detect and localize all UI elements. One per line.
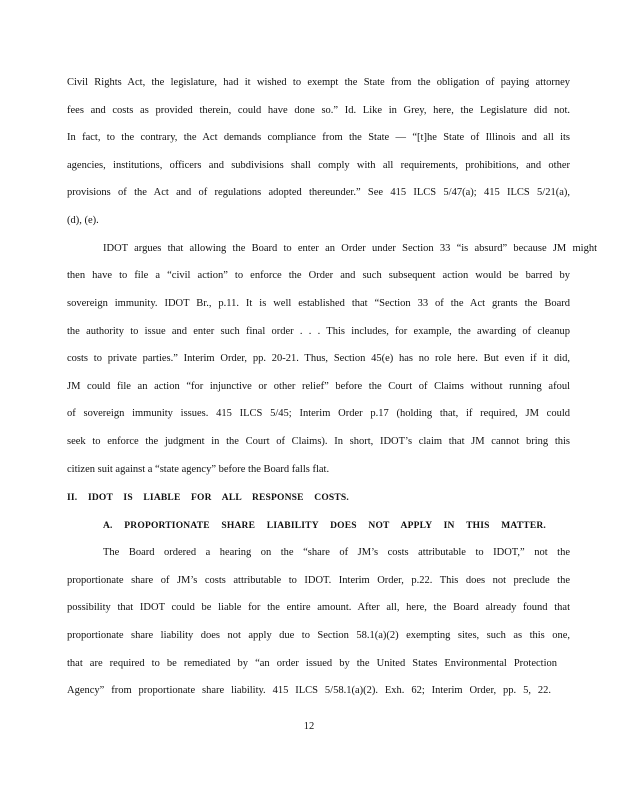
- paragraph-line: of sovereign immunity issues. 415 ILCS 5/45; Interim Order p.17 (holding that, if required, JM could: [67, 408, 570, 419]
- paragraph-line: fees and costs as provided therein, could have done so.” Id. Like in Grey, here, the Legislature did not.: [67, 105, 570, 116]
- paragraph-line: agencies, institutions, officers and subdivisions shall comply with all requirements, prohibitions, and other: [67, 160, 570, 171]
- paragraph-line: The Board ordered a hearing on the “share of JM’s costs attributable to IDOT,” not the: [103, 547, 570, 558]
- subsection-heading: A. PROPORTIONATE SHARE LIABILITY DOES NOT APPLY IN THIS MATTER.: [103, 521, 546, 531]
- paragraph-line: Civil Rights Act, the legislature, had it wished to exempt the State from the obligation of paying attorney: [67, 77, 570, 88]
- paragraph-line: sovereign immunity. IDOT Br., p.11. It is well established that “Section 33 of the Act grants the Board: [67, 298, 570, 309]
- paragraph-line: proportionate share liability does not apply due to Section 58.1(a)(2) exempting sites, such as this one,: [67, 630, 570, 641]
- section-heading: II. IDOT IS LIABLE FOR ALL RESPONSE COSTS.: [67, 493, 349, 503]
- paragraph-line: In fact, to the contrary, the Act demands compliance from the State — “[t]he State of Illinois and all its: [67, 132, 570, 143]
- page-number: 12: [303, 721, 315, 732]
- paragraph-line: then have to file a “civil action” to enforce the Order and such subsequent action would be barred by: [67, 270, 570, 281]
- paragraph-line: seek to enforce the judgment in the Court of Claims). In short, IDOT’s claim that JM cannot bring this: [67, 436, 570, 447]
- paragraph-line: Agency” from proportionate share liability. 415 ILCS 5/58.1(a)(2). Exh. 62; Interim Order, pp. 5, 22.: [67, 685, 551, 696]
- paragraph-line: the authority to issue and enter such final order . . . This includes, for example, the awarding of cleanup: [67, 326, 570, 337]
- paragraph-line: proportionate share of JM’s costs attributable to IDOT. Interim Order, p.22. This does not preclude the: [67, 575, 570, 586]
- paragraph-line: that are required to be remediated by “an order issued by the United States Environmental Protection: [67, 658, 557, 669]
- paragraph-line: citizen suit against a “state agency” before the Board falls flat.: [67, 464, 330, 475]
- paragraph-line: IDOT argues that allowing the Board to enter an Order under Section 33 “is absurd” because JM might: [103, 243, 597, 254]
- paragraph-line: (d), (e).: [67, 215, 99, 226]
- paragraph-line: JM could file an action “for injunctive or other relief” before the Court of Claims without running afoul: [67, 381, 570, 392]
- paragraph-line: possibility that IDOT could be liable for the entire amount. After all, here, the Board already found that: [67, 602, 570, 613]
- paragraph-line: costs to private parties.” Interim Order, pp. 20-21. Thus, Section 45(e) has no role here. But even if it did,: [67, 353, 570, 364]
- paragraph-line: provisions of the Act and of regulations adopted thereunder.” See 415 ILCS 5/47(a); 415 ILCS 5/21(a),: [67, 187, 570, 198]
